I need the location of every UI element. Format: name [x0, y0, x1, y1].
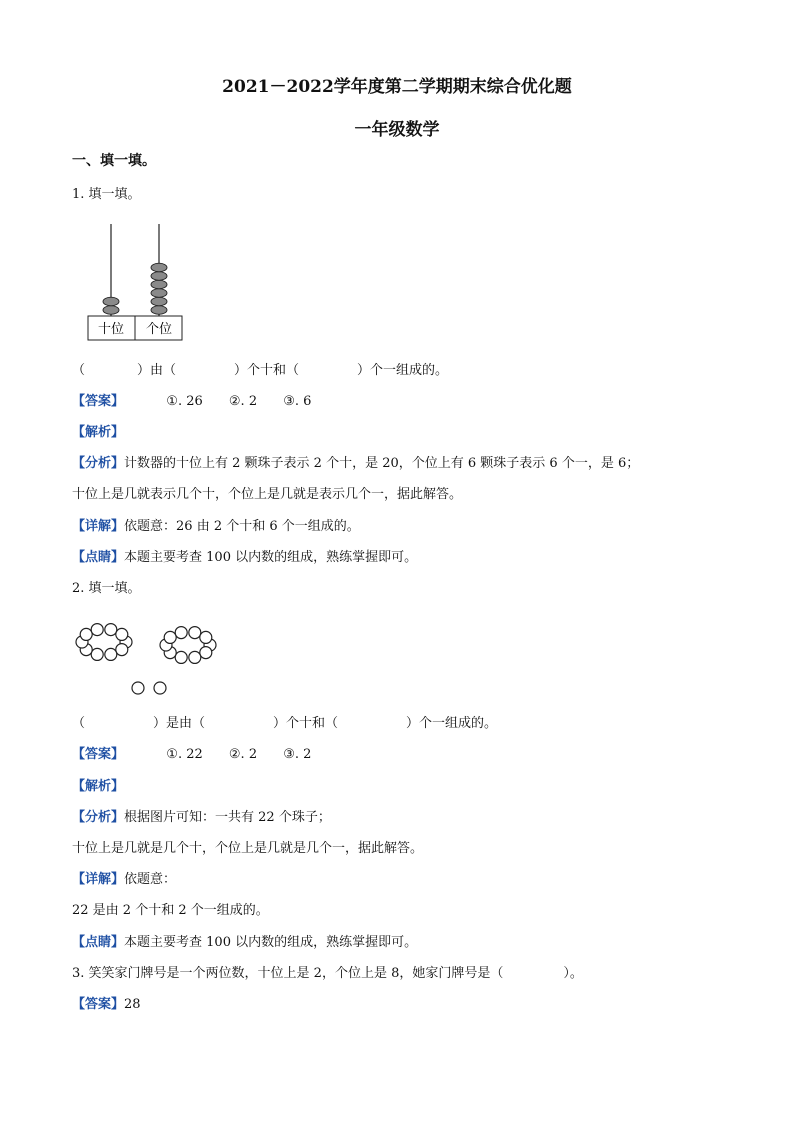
q2-xiangjie-text2: 22 是由 2 个十和 2 个一组成的。: [72, 903, 269, 918]
q3-stem-end: ）。: [563, 966, 583, 981]
q1-answer-3: ③. 6: [283, 394, 312, 409]
q1-fenxi: [72, 452, 639, 471]
bead-circle: [175, 651, 187, 663]
q2-stem: 2. 填一填。: [72, 581, 141, 596]
q3-answer-label: 【答案】: [72, 997, 125, 1012]
q1-stem: 1. 填一填。: [72, 187, 141, 202]
bead-circle: [175, 627, 187, 639]
q2-fenxi-label: 【分析】: [72, 810, 125, 825]
q1-dianjing-text: 本题主要考查 100 以内数的组成，熟练掌握即可。: [124, 550, 418, 565]
ones-bead: [151, 272, 167, 281]
q1-fenxi-text: 计数器的十位上有 2 颗珠子表示 2 个十，是 20，个位上有 6 颗珠子表示 6 个一，是 6；: [124, 456, 640, 471]
q3-stem-text: 3. 笑笑家门牌号是一个两位数，十位上是 2，个位上是 8，她家门牌号是（: [72, 966, 504, 981]
q1-blank-line: [72, 359, 448, 378]
q2-analysis-label: 【解析】: [72, 779, 125, 794]
section-heading: 一、填一填。: [72, 153, 156, 169]
bead-circle: [189, 627, 201, 639]
ones-label: 个位: [145, 322, 173, 337]
q1-xiangjie-label: 【详解】: [72, 519, 125, 534]
q2-dianjing-text: 本题主要考查 100 以内数的组成，熟练掌握即可。: [124, 935, 418, 950]
beads-figure: [72, 615, 232, 700]
q2-answer-row: [72, 743, 333, 762]
ones-bead: [151, 263, 167, 272]
ones-bead: [151, 280, 167, 289]
q2-blank-part-1: （: [72, 716, 86, 731]
q1-blank-part-2: ）由（: [137, 363, 177, 378]
q1-answer-row: [72, 390, 333, 409]
abacus-figure: [86, 222, 186, 342]
q2-blank-part-2: ）是由（: [153, 716, 206, 731]
q1-fenxi-label: 【分析】: [72, 456, 125, 471]
q2-answer-label: 【答案】: [72, 747, 125, 762]
q2-dianjing: [72, 931, 417, 950]
q2-blank-part-4: ）个一组成的。: [406, 716, 498, 731]
q2-xiangjie: [72, 868, 176, 887]
q2-fenxi: [72, 806, 331, 825]
q3-answer-row: [72, 993, 141, 1012]
q2-answer-1: ①. 22: [166, 747, 203, 762]
bead-group-ten-1: [76, 624, 132, 661]
bead-circle: [91, 624, 103, 636]
q1-blank-part-4: ）个一组成的。: [357, 363, 449, 378]
q2-blank-part-3: ）个十和（: [273, 716, 339, 731]
bead-circle: [105, 648, 117, 660]
q3-stem: [72, 962, 583, 981]
q1-blank-part-3: ）个十和（: [234, 363, 300, 378]
bead-circle: [200, 647, 212, 659]
bead-circle: [200, 631, 212, 643]
q1-answer-1: ①. 26: [166, 394, 203, 409]
q2-xiangjie-label: 【详解】: [72, 872, 125, 887]
q2-fenxi-text: 根据图片可知：一共有 22 个珠子；: [124, 810, 331, 825]
q1-analysis-label: 【解析】: [72, 425, 125, 440]
single-bead-circle: [154, 682, 166, 694]
single-bead-circle: [132, 682, 144, 694]
bead-circle: [80, 628, 92, 640]
q1-dianjing-label: 【点睛】: [72, 550, 125, 565]
q1-answer-label: 【答案】: [72, 394, 125, 409]
bead-circle: [164, 631, 176, 643]
q1-answer-2: ②. 2: [228, 394, 258, 409]
ones-bead: [151, 289, 167, 298]
q2-dianjing-label: 【点睛】: [72, 935, 125, 950]
bead-circle: [116, 628, 128, 640]
bead-circle: [91, 648, 103, 660]
page-title: 2021－2022学年度第二学期期末综合优化题: [222, 77, 572, 97]
bead-circle: [116, 644, 128, 656]
single-beads: [132, 682, 166, 694]
ones-bead: [151, 297, 167, 306]
tens-bead: [103, 306, 119, 315]
tens-bead: [103, 297, 119, 306]
ones-bead: [151, 306, 167, 315]
q1-blank-part-1: （: [72, 363, 86, 378]
q1-fenxi-text2: 十位上是几就表示几个十，个位上是几就是表示几个一，据此解答。: [72, 487, 463, 502]
bead-circle: [189, 651, 201, 663]
bead-group-ten-2: [160, 627, 216, 664]
q2-fenxi-text2: 十位上是几就是几个十，个位上是几就是几个一，据此解答。: [72, 841, 424, 856]
q2-answer-3: ③. 2: [283, 747, 312, 762]
q2-xiangjie-text: 依题意：: [124, 872, 177, 887]
q3-answer: 28: [124, 997, 141, 1012]
tens-label: 十位: [97, 322, 125, 337]
q1-xiangjie: [72, 515, 360, 534]
bead-circle: [105, 624, 117, 636]
q2-answer-2: ②. 2: [228, 747, 258, 762]
page-subtitle: 一年级数学: [354, 120, 440, 140]
q2-blank-line: [72, 712, 497, 731]
q1-xiangjie-text: 依题意：26 由 2 个十和 6 个一组成的。: [124, 519, 360, 534]
q1-dianjing: [72, 546, 417, 565]
